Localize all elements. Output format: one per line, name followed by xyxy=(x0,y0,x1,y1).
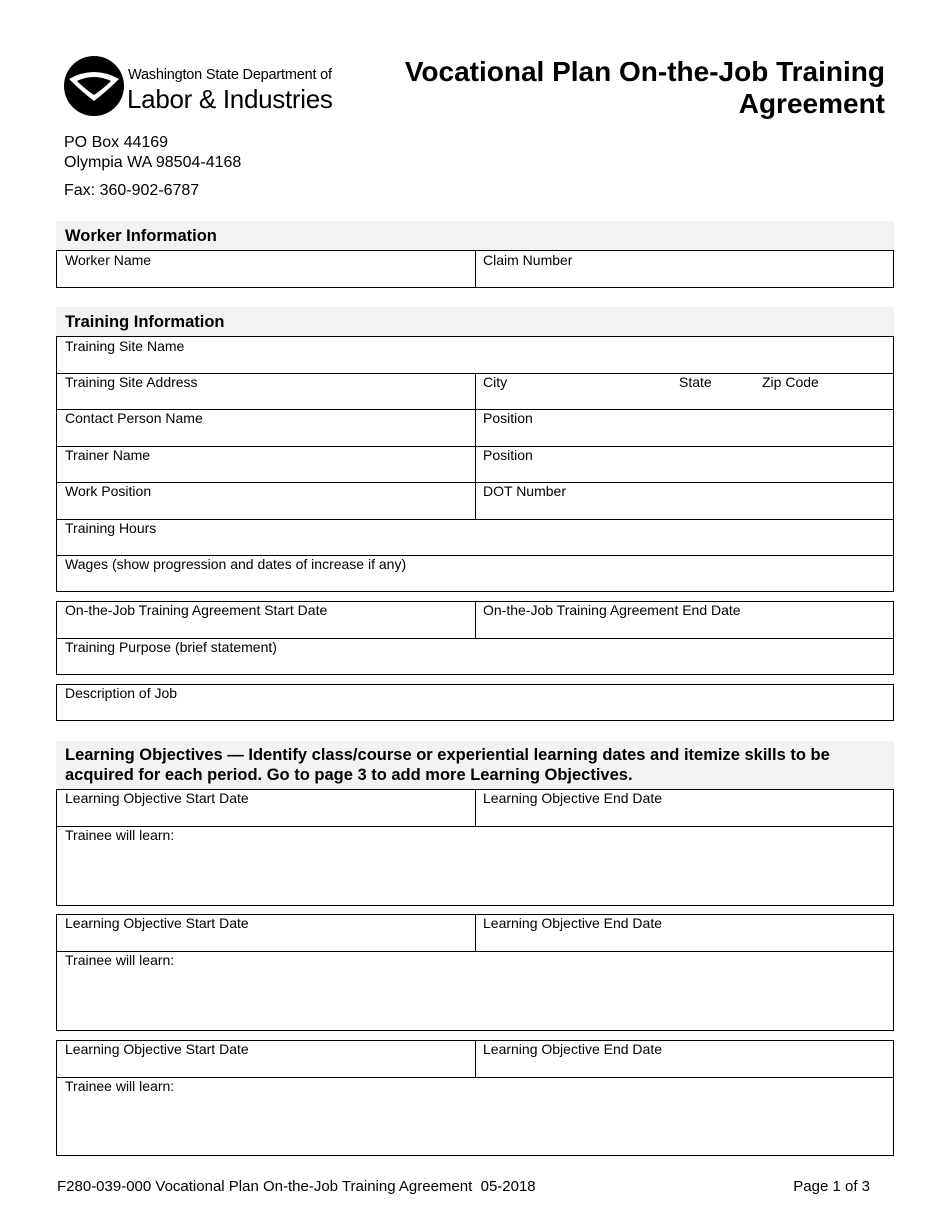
logo-text-agency: Washington State Department of xyxy=(128,67,332,83)
objective-block xyxy=(56,914,894,1031)
form-title-line1: Vocational Plan On-the-Job Training xyxy=(404,56,885,87)
agreement-end-date-field[interactable]: On-the-Job Training Agreement End Date xyxy=(483,602,741,618)
worker-info-box xyxy=(56,250,894,288)
agreement-dates-row xyxy=(57,602,893,639)
job-description-box xyxy=(56,684,894,721)
objective-start-date-field[interactable]: Learning Objective Start Date xyxy=(65,1041,249,1057)
job-description-field[interactable]: Description of Job xyxy=(65,685,178,701)
training-site-address-row xyxy=(57,374,893,410)
zip-code-field[interactable]: Zip Code xyxy=(762,374,819,390)
contact-row xyxy=(57,410,893,447)
wages-row xyxy=(57,556,893,591)
trainee-will-learn-row xyxy=(57,827,893,905)
trainee-will-learn-field[interactable]: Trainee will learn: xyxy=(65,827,175,843)
trainer-position-field[interactable]: Position xyxy=(483,447,533,463)
divider xyxy=(475,1041,476,1077)
objective-start-date-field[interactable]: Learning Objective Start Date xyxy=(65,790,249,806)
trainer-row xyxy=(57,447,893,483)
divider xyxy=(475,374,476,409)
wages-field[interactable]: Wages (show progression and dates of increase if any) xyxy=(65,556,407,572)
divider xyxy=(475,410,476,446)
contact-position-field[interactable]: Position xyxy=(483,410,533,426)
work-position-row xyxy=(57,483,893,520)
trainee-will-learn-field[interactable]: Trainee will learn: xyxy=(65,1078,175,1094)
objective-dates-row xyxy=(57,790,893,827)
lni-logo-icon xyxy=(63,55,125,117)
divider xyxy=(475,251,476,287)
divider xyxy=(475,483,476,519)
training-site-name-field[interactable]: Training Site Name xyxy=(65,338,185,354)
training-purpose-field[interactable]: Training Purpose (brief statement) xyxy=(65,639,277,655)
city-field[interactable]: City xyxy=(483,374,508,390)
agreement-start-date-field[interactable]: On-the-Job Training Agreement Start Date xyxy=(65,602,328,618)
objective-dates-row xyxy=(57,915,893,952)
form-title-line2: Agreement xyxy=(738,88,885,119)
objective-end-date-field[interactable]: Learning Objective End Date xyxy=(483,790,662,806)
training-section-heading: Training Information xyxy=(56,307,894,337)
trainee-will-learn-field[interactable]: Trainee will learn: xyxy=(65,952,175,968)
trainee-will-learn-row xyxy=(57,1078,893,1155)
training-info-box xyxy=(56,336,894,592)
objective-block xyxy=(56,1040,894,1156)
divider xyxy=(475,447,476,482)
objective-block xyxy=(56,789,894,906)
worker-name-field[interactable]: Worker Name xyxy=(65,252,152,268)
address-po-box: PO Box 44169 xyxy=(64,134,169,151)
training-hours-field[interactable]: Training Hours xyxy=(65,520,157,536)
objective-end-date-field[interactable]: Learning Objective End Date xyxy=(483,915,662,931)
state-field[interactable]: State xyxy=(679,374,712,390)
divider xyxy=(475,790,476,826)
page-number: Page 1 of 3 xyxy=(793,1178,870,1195)
training-site-name-row xyxy=(57,337,893,374)
agency-logo xyxy=(63,55,333,117)
trainer-name-field[interactable]: Trainer Name xyxy=(65,447,151,463)
form-title xyxy=(365,56,885,120)
objective-end-date-field[interactable]: Learning Objective End Date xyxy=(483,1041,662,1057)
worker-section-heading: Worker Information xyxy=(56,221,894,251)
claim-number-field[interactable]: Claim Number xyxy=(483,252,573,268)
address-city: Olympia WA 98504-4168 xyxy=(64,154,242,171)
contact-person-name-field[interactable]: Contact Person Name xyxy=(65,410,203,426)
fax-number: Fax: 360-902-6787 xyxy=(64,182,200,199)
training-site-address-field[interactable]: Training Site Address xyxy=(65,374,198,390)
objective-dates-row xyxy=(57,1041,893,1078)
form-id-footer: F280-039-000 Vocational Plan On-the-Job Training Agreement 05-2018 xyxy=(57,1178,536,1195)
work-position-field[interactable]: Work Position xyxy=(65,483,152,499)
objectives-section-heading xyxy=(56,741,894,790)
logo-text-name: Labor & Industries xyxy=(127,84,333,114)
divider xyxy=(475,602,476,638)
divider xyxy=(475,915,476,951)
objective-start-date-field[interactable]: Learning Objective Start Date xyxy=(65,915,249,931)
objectives-heading-line2: acquired for each period. Go to page 3 to add more Learning Objectives. xyxy=(65,766,633,784)
dot-number-field[interactable]: DOT Number xyxy=(483,483,566,499)
objectives-heading-line1: Learning Objectives — Identify class/course or experiential learning dates and itemize skills to be xyxy=(65,746,830,764)
training-purpose-row xyxy=(57,639,893,674)
agreement-dates-box xyxy=(56,601,894,675)
trainee-will-learn-row xyxy=(57,952,893,1030)
training-hours-row xyxy=(57,520,893,556)
